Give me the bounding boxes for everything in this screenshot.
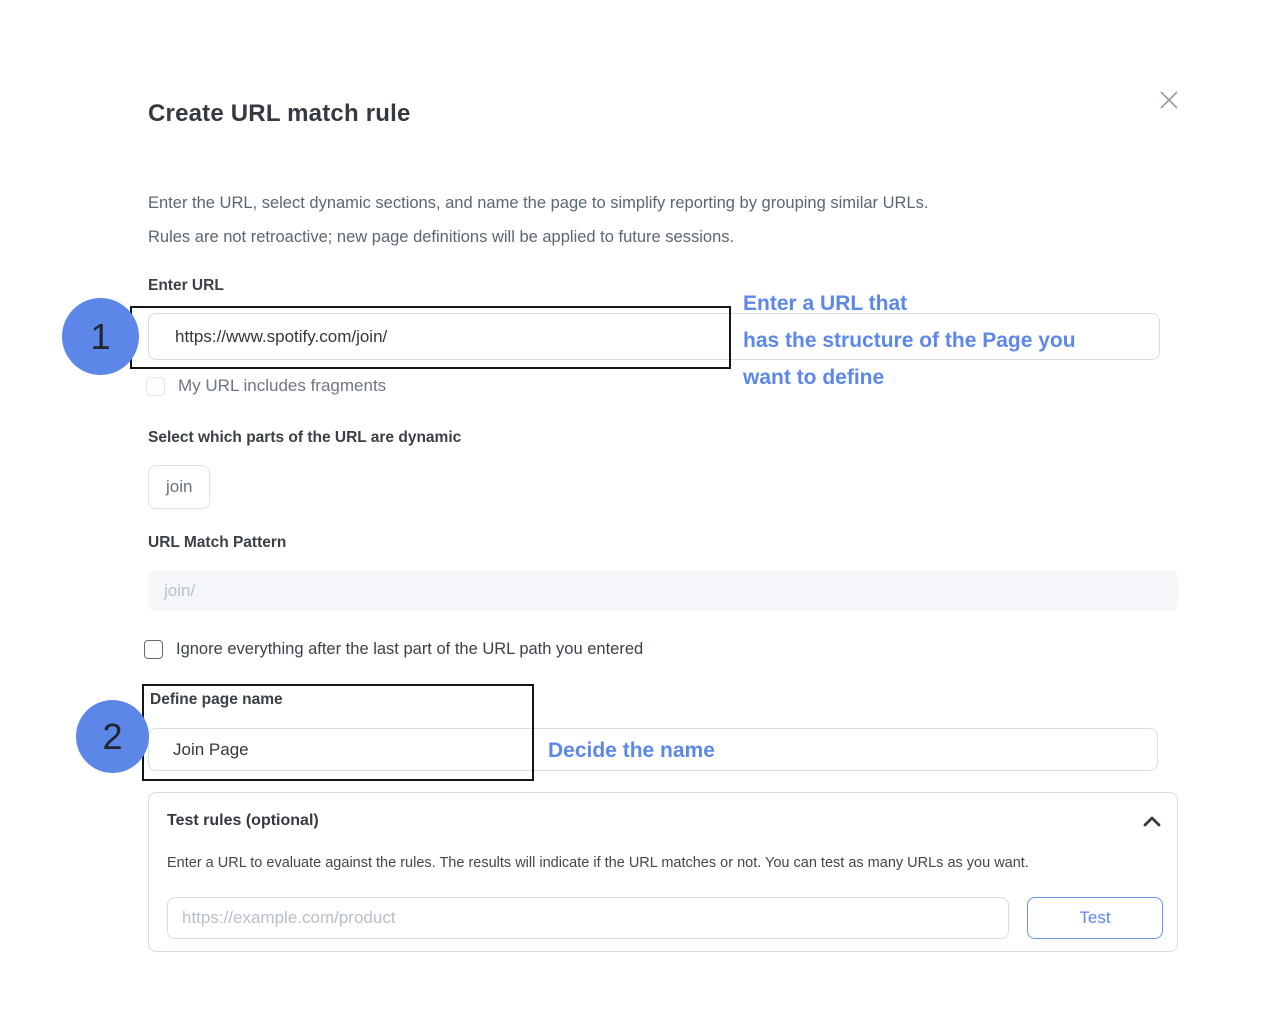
annotation-note-name: Decide the name	[548, 739, 715, 762]
test-url-input[interactable]	[167, 897, 1009, 939]
annotation-note-url-line2: has the structure of the Page you	[743, 329, 1076, 352]
test-rules-title: Test rules (optional)	[167, 812, 319, 829]
collapse-panel-button[interactable]	[1139, 809, 1165, 835]
page-name-label: Define page name	[150, 691, 283, 708]
annotation-note-url-line1: Enter a URL that	[743, 292, 908, 315]
annotation-note-url	[743, 285, 1076, 396]
test-rules-description: Enter a URL to evaluate against the rules. The results will indicate if the URL matches or not. You can test as many URLs as you want.	[167, 855, 1029, 871]
ignore-path-checkbox[interactable]	[144, 640, 163, 659]
ignore-checkbox-row	[144, 640, 643, 659]
dynamic-part-chip-join[interactable]: join	[148, 465, 210, 509]
annotation-note-url-line3: want to define	[743, 366, 885, 389]
url-match-pattern-label: URL Match Pattern	[148, 534, 287, 551]
fragments-checkbox[interactable]	[146, 377, 165, 396]
url-match-pattern-field: join/	[148, 570, 1178, 611]
description-line-1: Enter the URL, select dynamic sections, and name the page to simplify reporting by grouping similar URLs.	[148, 194, 929, 212]
fragments-checkbox-row	[146, 376, 386, 396]
fragments-checkbox-label: My URL includes fragments	[178, 376, 387, 395]
close-icon[interactable]	[1152, 84, 1186, 118]
step-1-badge: 1	[62, 298, 139, 375]
step-2-badge: 2	[76, 700, 149, 773]
modal-title: Create URL match rule	[148, 100, 411, 127]
test-rules-panel	[148, 792, 1178, 952]
dynamic-parts-label: Select which parts of the URL are dynamic	[148, 429, 462, 446]
close-x-glyph	[1154, 85, 1184, 115]
chevron-up-icon	[1142, 814, 1162, 828]
enter-url-label: Enter URL	[148, 277, 224, 294]
modal-description	[148, 186, 1068, 254]
ignore-path-checkbox-label: Ignore everything after the last part of the URL path you entered	[176, 640, 644, 658]
test-button[interactable]: Test	[1027, 897, 1163, 939]
description-line-2: Rules are not retroactive; new page definitions will be applied to future sessions.	[148, 228, 735, 246]
